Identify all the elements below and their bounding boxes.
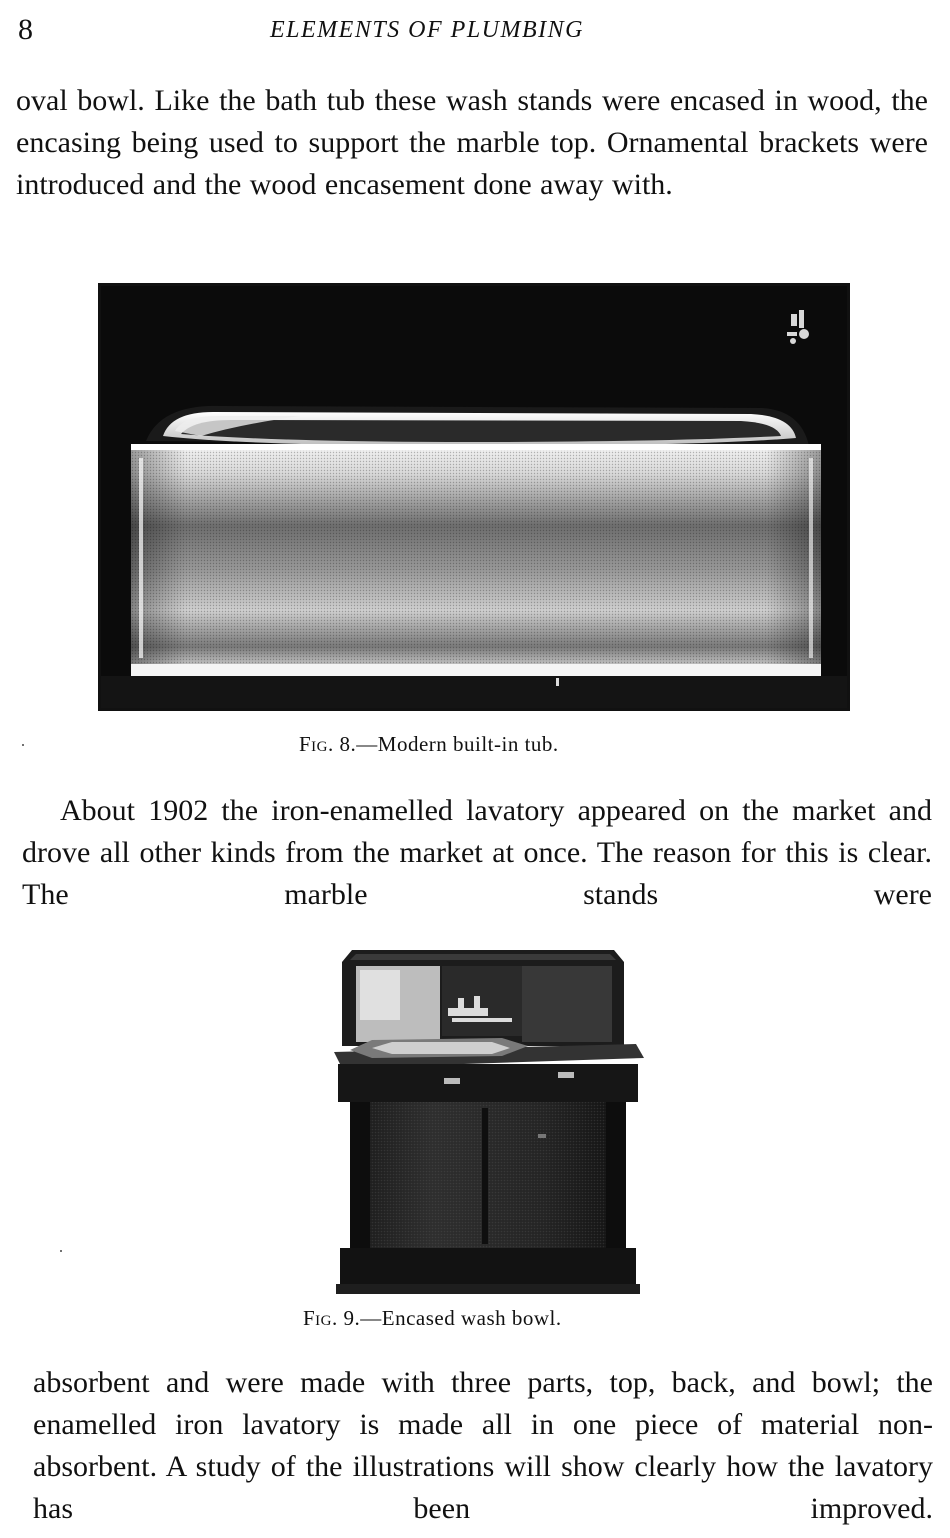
figure-9-caption (303, 1304, 562, 1332)
paragraph-1: oval bowl. Like the bath tub these wash stands were encased in wood, the encasing being used to support the marble top. Ornamental brackets were introduced and the wood encasement done away with. (16, 84, 928, 201)
speck-2 (60, 1250, 62, 1252)
figure-9-caption-text: —Encased wash bowl. (360, 1306, 562, 1330)
figure-9-label: Fig. 9. (303, 1306, 361, 1330)
figure-8-caption-text: —Modern built-in tub. (356, 732, 559, 756)
figure-9-photo (332, 948, 644, 1294)
figure-8-photo (98, 283, 850, 711)
running-head: ELEMENTS OF PLUMBING (270, 17, 584, 43)
paragraph-3: absorbent and were made with three parts, top, back, and bowl; the enamelled iron lavatory is made all in one piece of material non-absorbent. A study of the illustrations will show clearly how the lavatory has been improved. (33, 1366, 933, 1525)
figure-8-caption (299, 730, 559, 758)
figure-8-label: Fig. 8. (299, 732, 357, 756)
paragraph-2: About 1902 the iron-enamelled lavatory appeared on the market and drove all other kinds from the market at once. The reason for this is clear. The marble stands were (22, 794, 932, 911)
page-number: 8 (18, 13, 33, 46)
speck-1 (22, 744, 24, 746)
